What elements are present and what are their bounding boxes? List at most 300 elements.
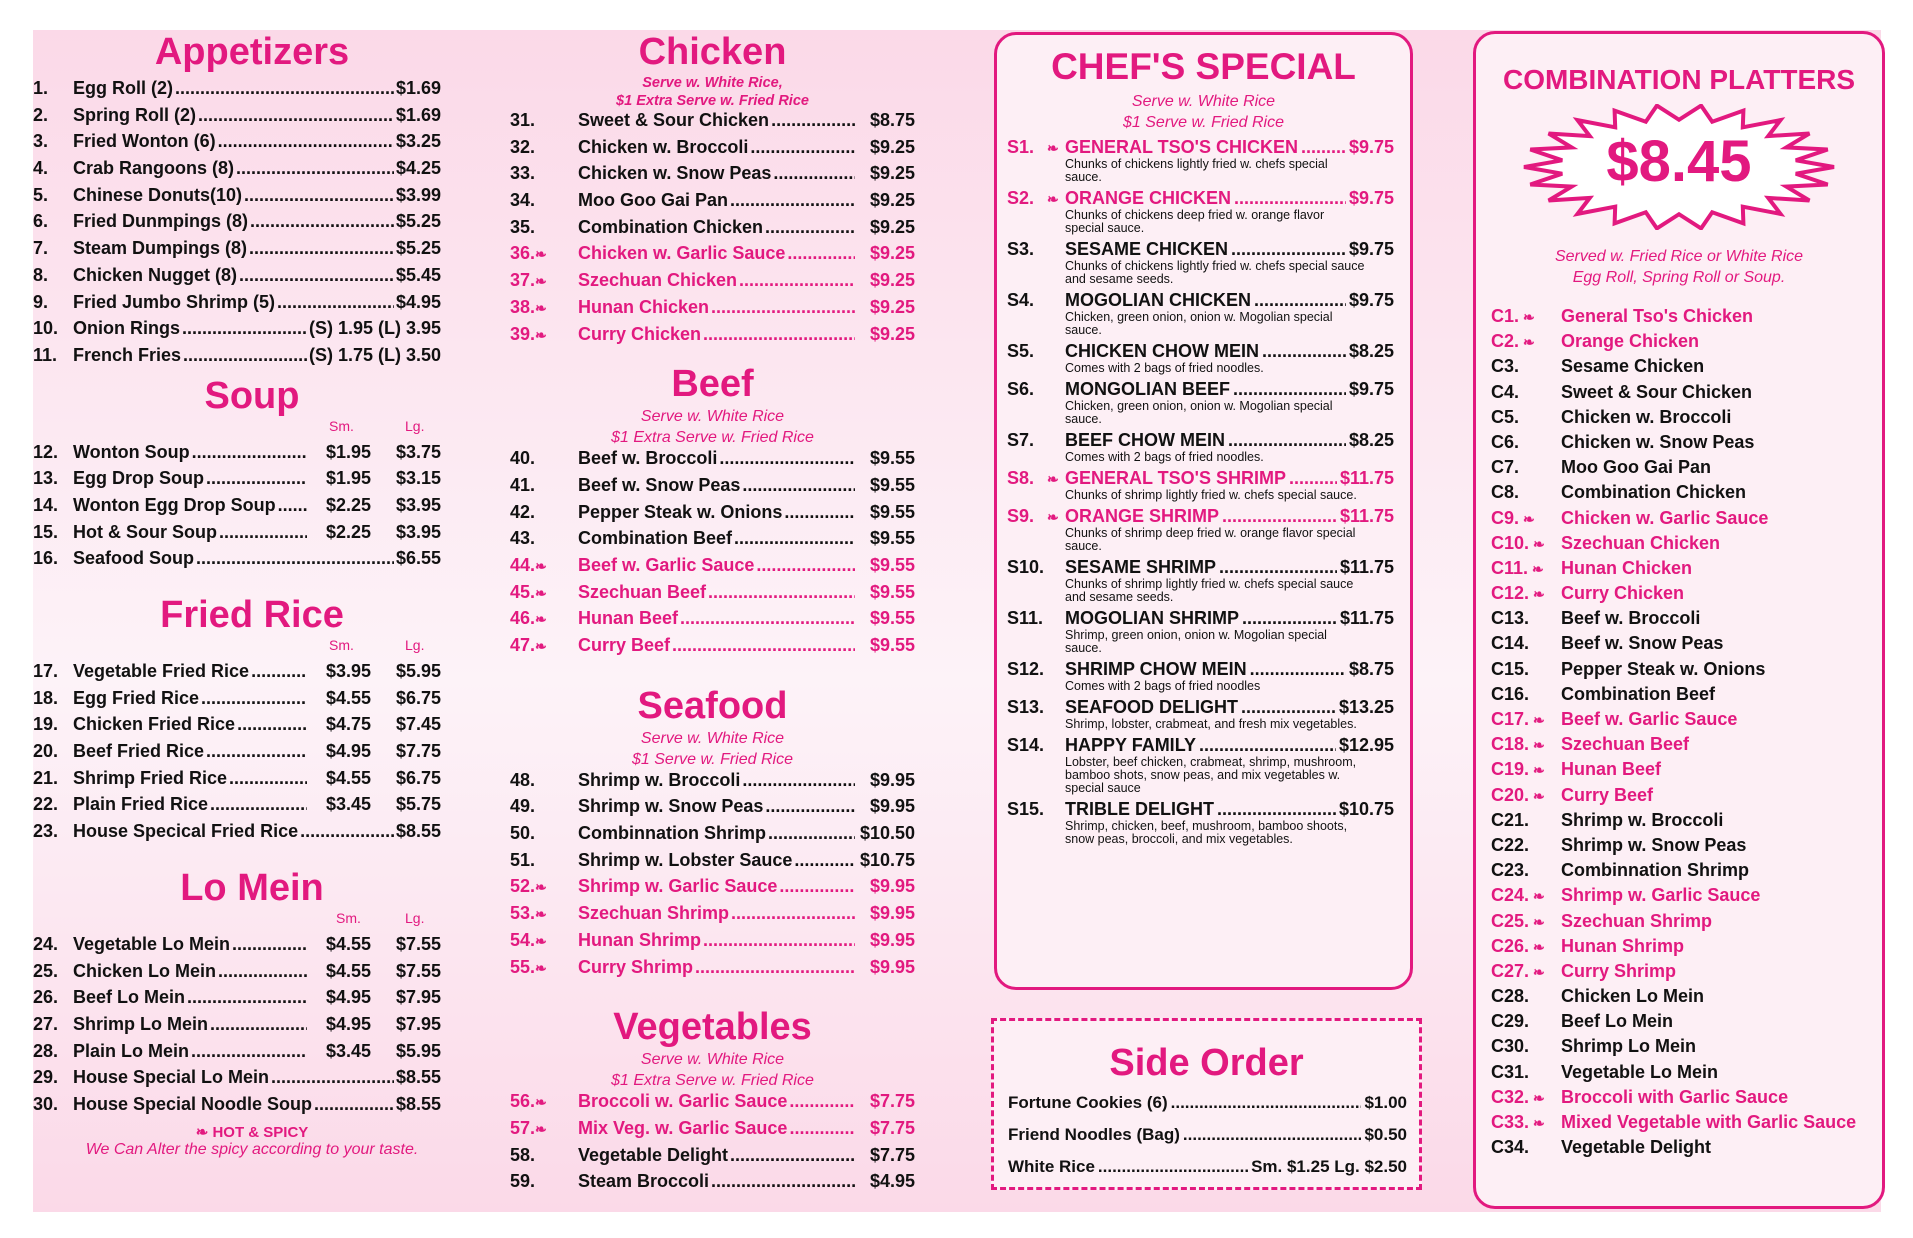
item-price: $1.00 bbox=[1364, 1093, 1407, 1112]
item-number-wrap bbox=[510, 297, 578, 318]
item-number: S9. bbox=[1007, 506, 1035, 526]
item-price: $9.55 bbox=[869, 501, 915, 522]
menu-item bbox=[33, 1094, 441, 1121]
large-label: Lg. bbox=[405, 417, 425, 434]
item-number-wrap bbox=[1491, 759, 1561, 780]
item-number-wrap bbox=[510, 217, 578, 238]
chefs-special-item bbox=[1007, 659, 1394, 693]
item-number-wrap bbox=[1491, 734, 1561, 755]
dot-leader bbox=[218, 961, 307, 982]
item-name: Chicken w. Broccoli bbox=[578, 136, 749, 157]
dot-leader bbox=[789, 1091, 855, 1112]
item-description: Lobster, beef chicken, crabmeat, shrimp, mushroom, bamboo shots, snow peas, and mix vegetables w. special sauce bbox=[1065, 755, 1357, 795]
item-number: 23. bbox=[33, 821, 59, 842]
item-number: C20. bbox=[1491, 784, 1530, 805]
dot-leader bbox=[206, 468, 307, 489]
item-number: C5. bbox=[1491, 406, 1520, 427]
lo-mein-size-header bbox=[33, 910, 441, 930]
item-number: 44. bbox=[510, 554, 536, 575]
item-number: C11. bbox=[1491, 557, 1529, 578]
item-price: $4.95 bbox=[869, 1171, 915, 1192]
item-price: $9.75 bbox=[1348, 188, 1394, 208]
item-name: Shrimp w. Garlic Sauce bbox=[1561, 885, 1761, 906]
item-number: 17. bbox=[33, 661, 59, 681]
item-number-wrap bbox=[1491, 558, 1561, 579]
item-name: Szechuan Chicken bbox=[578, 270, 738, 291]
dot-leader bbox=[183, 345, 307, 366]
item-name: Shrimp w. Broccoli bbox=[578, 769, 741, 790]
item-price: $9.95 bbox=[869, 769, 915, 790]
item-price-large: $7.55 bbox=[395, 933, 441, 954]
item-number: C22. bbox=[1491, 834, 1530, 855]
item-price-large: $7.55 bbox=[395, 960, 441, 981]
item-price-small: (S) 1.75 bbox=[309, 344, 374, 365]
item-number: 9. bbox=[33, 291, 49, 312]
menu-item bbox=[510, 528, 915, 555]
item-price: $1.69 bbox=[395, 104, 441, 125]
item-number-wrap bbox=[510, 555, 578, 576]
dot-leader bbox=[756, 555, 855, 576]
item-number: 45. bbox=[510, 581, 536, 602]
item-number-wrap bbox=[510, 876, 578, 897]
item-name: Broccoli w. Garlic Sauce bbox=[578, 1091, 788, 1112]
dot-leader bbox=[300, 821, 394, 842]
dot-leader bbox=[708, 582, 855, 603]
item-number: 11. bbox=[33, 344, 58, 365]
menu-item bbox=[510, 297, 915, 324]
platter-item bbox=[1491, 432, 1882, 457]
chili-pepper-icon: ❧ bbox=[1533, 712, 1545, 728]
dot-leader bbox=[187, 987, 307, 1008]
platter-item bbox=[1491, 407, 1882, 432]
small-label: Sm. bbox=[336, 909, 361, 926]
item-price-large: $3.95 bbox=[395, 521, 441, 542]
chili-pepper-icon: ❧ bbox=[1533, 762, 1545, 779]
item-description: Chunks of chickens lightly fried w. chefs special sauce and sesame seeds. bbox=[1065, 259, 1365, 286]
item-price: $7.75 bbox=[869, 1117, 915, 1138]
item-number: 31. bbox=[510, 110, 536, 130]
chili-pepper-icon: ❧ bbox=[535, 246, 547, 263]
item-number: 40. bbox=[510, 448, 536, 469]
menu-item bbox=[510, 555, 915, 582]
item-number-wrap bbox=[510, 448, 578, 469]
platter-item bbox=[1491, 1112, 1882, 1137]
item-description: Chicken, green onion, onion w. Mogolian special sauce. bbox=[1065, 399, 1333, 426]
item-number-wrap bbox=[1491, 1036, 1561, 1057]
platter-item bbox=[1491, 734, 1882, 759]
item-number: C24. bbox=[1491, 885, 1530, 906]
item-name: Sesame Chicken bbox=[1561, 356, 1705, 377]
item-number-wrap bbox=[510, 903, 578, 924]
seafood-list bbox=[510, 770, 915, 984]
item-price-small: $4.55 bbox=[325, 767, 371, 788]
platter-item bbox=[1491, 936, 1882, 961]
chefs-special-row bbox=[1007, 697, 1394, 718]
menu-item bbox=[510, 190, 915, 217]
chefs-special-row bbox=[1007, 799, 1394, 820]
chefs-special-item bbox=[1007, 608, 1394, 655]
item-name: Beef w. Broccoli bbox=[1561, 608, 1701, 629]
large-label: Lg. bbox=[405, 909, 425, 926]
menu-item bbox=[510, 137, 915, 164]
combination-platters-box bbox=[1473, 31, 1885, 1209]
item-name: Fried Wonton (6) bbox=[73, 131, 216, 152]
chefs-special-list bbox=[997, 133, 1410, 846]
item-price: $8.25 bbox=[1348, 430, 1394, 450]
chili-pepper-icon: ❧ bbox=[535, 1120, 547, 1137]
item-number-wrap bbox=[510, 528, 578, 549]
item-number: 49. bbox=[510, 796, 536, 817]
item-name: MOGOLIAN SHRIMP bbox=[1065, 608, 1239, 628]
item-number-wrap bbox=[510, 243, 578, 264]
chefs-special-item bbox=[1007, 239, 1394, 286]
dot-leader bbox=[277, 292, 394, 313]
menu-item bbox=[33, 495, 441, 522]
dot-leader bbox=[1241, 697, 1336, 718]
lo-mein-title: Lo Mein bbox=[180, 866, 324, 909]
item-number: 43. bbox=[510, 528, 536, 549]
item-number-wrap bbox=[1491, 508, 1561, 529]
chili-pepper-icon: ❧ bbox=[535, 1094, 547, 1111]
dot-leader bbox=[250, 211, 394, 232]
menu-item bbox=[33, 522, 441, 549]
item-number-wrap bbox=[510, 475, 578, 496]
item-price: $5.45 bbox=[395, 264, 441, 285]
item-number-wrap bbox=[1007, 557, 1065, 578]
chicken-list bbox=[510, 110, 915, 350]
item-name: Chicken w. Snow Peas bbox=[578, 163, 772, 184]
menu-item bbox=[33, 318, 441, 345]
dot-leader bbox=[703, 324, 855, 345]
item-name: Vegetable Fried Rice bbox=[73, 661, 250, 681]
menu-item bbox=[510, 582, 915, 609]
item-name: Broccoli with Garlic Sauce bbox=[1561, 1086, 1789, 1107]
item-name: SHRIMP CHOW MEIN bbox=[1065, 659, 1247, 679]
item-price-large: (L) 3.50 bbox=[377, 344, 441, 365]
chefs-special-row bbox=[1007, 239, 1394, 260]
soup-list bbox=[33, 442, 441, 575]
dot-leader bbox=[734, 528, 855, 549]
item-price-large: $7.95 bbox=[395, 1013, 441, 1034]
item-number-wrap bbox=[1491, 885, 1561, 906]
item-name: Combination Chicken bbox=[578, 216, 764, 237]
side-order-item bbox=[1008, 1125, 1407, 1157]
item-number: C25. bbox=[1491, 910, 1530, 931]
item-number-wrap bbox=[510, 850, 578, 871]
item-description: Chunks of chickens lightly fried w. chefs special sauce. bbox=[1065, 157, 1328, 184]
platter-item bbox=[1491, 1011, 1882, 1036]
item-price: $8.55 bbox=[395, 1093, 441, 1114]
item-number: C14. bbox=[1491, 633, 1530, 654]
chefs-special-subtitle-1: Serve w. White Rice bbox=[1131, 93, 1276, 110]
chefs-special-row bbox=[1007, 468, 1394, 489]
item-name: Szechuan Shrimp bbox=[578, 903, 730, 924]
item-number: 55. bbox=[510, 956, 536, 977]
item-number-wrap bbox=[1491, 306, 1561, 327]
item-name: Steam Dumpings (8) bbox=[73, 238, 248, 259]
small-label: Sm. bbox=[329, 417, 354, 434]
chefs-special-row bbox=[1007, 290, 1394, 311]
item-price: $9.95 bbox=[869, 796, 915, 817]
item-name: Beef Lo Mein bbox=[1561, 1011, 1674, 1032]
menu-item bbox=[510, 502, 915, 529]
small-label: Sm. bbox=[329, 637, 354, 653]
chili-pepper-icon: ❧ bbox=[1047, 471, 1059, 487]
beef-list bbox=[510, 448, 915, 662]
dot-leader bbox=[218, 131, 394, 152]
item-number: 30. bbox=[33, 1093, 59, 1114]
chefs-special-item bbox=[1007, 735, 1394, 795]
item-price: $8.75 bbox=[1348, 659, 1394, 679]
item-name: Chicken Lo Mein bbox=[1561, 986, 1705, 1007]
item-number-wrap bbox=[1491, 457, 1561, 478]
dot-leader bbox=[742, 475, 855, 496]
platter-item bbox=[1491, 306, 1882, 331]
item-number-wrap bbox=[1007, 799, 1065, 820]
item-name: Sweet & Sour Chicken bbox=[578, 110, 770, 130]
vegetables-subtitle-2: $1 Extra Serve w. Fried Rice bbox=[611, 1072, 814, 1090]
item-number-wrap bbox=[1491, 1011, 1561, 1032]
dot-leader bbox=[794, 850, 855, 871]
item-number: 53. bbox=[510, 903, 536, 924]
item-name: Friend Noodles (Bag) bbox=[1008, 1125, 1180, 1144]
item-name: SESAME CHICKEN bbox=[1065, 239, 1229, 259]
item-number: 35. bbox=[510, 216, 536, 237]
item-number: C16. bbox=[1491, 683, 1530, 704]
item-number: 36. bbox=[510, 243, 536, 264]
chili-pepper-icon: ❧ bbox=[1523, 309, 1535, 325]
menu-item bbox=[510, 876, 915, 903]
item-number-wrap bbox=[1491, 659, 1561, 680]
dot-leader bbox=[789, 1118, 855, 1139]
item-number: C4. bbox=[1491, 381, 1520, 402]
item-name: Egg Fried Rice bbox=[73, 687, 200, 708]
item-number-wrap bbox=[1491, 961, 1561, 982]
item-number: 58. bbox=[510, 1144, 536, 1165]
item-name: ORANGE CHICKEN bbox=[1065, 188, 1232, 208]
dot-leader bbox=[771, 110, 855, 131]
item-description: Shrimp, chicken, beef, mushroom, bamboo shoots, snow peas, broccoli, and mix vegetables. bbox=[1065, 819, 1348, 846]
item-number: 8. bbox=[33, 264, 49, 285]
combination-platters-title: COMBINATION PLATTERS bbox=[1502, 64, 1856, 95]
chili-pepper-icon: ❧ bbox=[1533, 535, 1545, 552]
item-number: C7. bbox=[1491, 457, 1520, 478]
item-price: $8.75 bbox=[869, 110, 915, 130]
dot-leader bbox=[198, 105, 394, 126]
menu-item bbox=[33, 158, 441, 185]
item-name: Szechuan Chicken bbox=[1561, 532, 1721, 553]
item-price: $9.55 bbox=[869, 448, 915, 469]
item-name: Chicken w. Broccoli bbox=[1561, 406, 1732, 427]
platter-item bbox=[1491, 558, 1882, 583]
chicken-subtitle-2: $1 Extra Serve w. Fried Rice bbox=[616, 93, 809, 109]
item-number: 33. bbox=[510, 163, 536, 184]
seafood-title: Seafood bbox=[637, 684, 788, 727]
item-name: Hunan Beef bbox=[578, 608, 679, 629]
item-number-wrap bbox=[1491, 684, 1561, 705]
chefs-special-item bbox=[1007, 799, 1394, 846]
item-number: 26. bbox=[33, 987, 59, 1008]
menu-item bbox=[33, 468, 441, 495]
item-number: 18. bbox=[33, 687, 59, 708]
item-number: S7. bbox=[1007, 430, 1035, 450]
side-order-title: Side Order bbox=[1109, 1042, 1304, 1084]
soup-title: Soup bbox=[204, 374, 300, 417]
dot-leader bbox=[672, 635, 855, 656]
item-price: $9.55 bbox=[869, 581, 915, 602]
item-number-wrap bbox=[510, 502, 578, 523]
chili-pepper-icon: ❧ bbox=[535, 879, 547, 896]
chefs-special-item bbox=[1007, 506, 1394, 553]
item-name: ORANGE SHRIMP bbox=[1065, 506, 1220, 526]
item-number: C29. bbox=[1491, 1011, 1530, 1032]
platter-subtitle-1: Served w. Fried Rice or White Rice bbox=[1554, 248, 1804, 265]
item-price: $9.75 bbox=[1348, 239, 1394, 259]
item-price: $9.55 bbox=[869, 528, 915, 549]
menu-item bbox=[510, 850, 915, 877]
item-name: GENERAL TSO'S SHRIMP bbox=[1065, 468, 1286, 488]
item-name: Egg Roll (2) bbox=[73, 78, 173, 98]
item-name: Beef w. Snow Peas bbox=[1561, 633, 1724, 654]
item-name: Hot & Sour Soup bbox=[73, 521, 217, 542]
fried-rice-size-header bbox=[33, 637, 441, 657]
item-name: Szechuan Shrimp bbox=[1561, 910, 1713, 931]
item-number: S2. bbox=[1007, 188, 1035, 208]
item-number-wrap bbox=[510, 1171, 578, 1192]
item-number: C26. bbox=[1491, 935, 1530, 956]
item-number: C18. bbox=[1491, 734, 1530, 755]
item-number-wrap bbox=[1007, 735, 1065, 756]
item-name: Beef w. Garlic Sauce bbox=[578, 554, 755, 575]
menu-item bbox=[510, 957, 915, 984]
platter-item bbox=[1491, 356, 1882, 381]
item-number: C23. bbox=[1491, 860, 1530, 881]
item-number: 32. bbox=[510, 136, 536, 157]
item-price-large: $3.15 bbox=[395, 468, 441, 489]
dot-leader bbox=[1171, 1093, 1362, 1113]
item-number: 34. bbox=[510, 190, 536, 211]
item-number: C2. bbox=[1491, 331, 1520, 352]
menu-item bbox=[33, 131, 441, 158]
item-number: C30. bbox=[1491, 1036, 1530, 1057]
item-name: Szechuan Beef bbox=[1561, 734, 1690, 755]
item-name: Shrimp Fried Rice bbox=[73, 767, 228, 788]
menu-item bbox=[33, 265, 441, 292]
chefs-special-row bbox=[1007, 659, 1394, 680]
item-name: Crab Rangoons (8) bbox=[73, 158, 235, 179]
chefs-special-row bbox=[1007, 188, 1394, 209]
item-price: $5.25 bbox=[395, 211, 441, 232]
item-name: Orange Chicken bbox=[1561, 331, 1700, 352]
item-number-wrap bbox=[1007, 506, 1047, 527]
menu-item bbox=[510, 608, 915, 635]
item-number-wrap bbox=[1007, 137, 1047, 158]
item-price: $9.55 bbox=[869, 474, 915, 495]
fried-rice-list bbox=[33, 661, 441, 848]
item-number-wrap bbox=[1007, 430, 1065, 451]
dot-leader bbox=[703, 930, 855, 951]
item-number-wrap bbox=[1007, 608, 1065, 629]
dot-leader bbox=[1222, 506, 1337, 527]
platter-item bbox=[1491, 608, 1882, 633]
side-order-box bbox=[991, 1018, 1422, 1190]
item-number: C34. bbox=[1491, 1137, 1530, 1158]
chili-pepper-icon: ❧ bbox=[535, 959, 547, 976]
item-name: Wonton Soup bbox=[73, 441, 190, 462]
dot-leader bbox=[731, 903, 855, 924]
item-number: C32. bbox=[1491, 1086, 1530, 1107]
item-price-small: $4.55 bbox=[325, 960, 371, 981]
chili-pepper-icon: ❧ bbox=[1533, 1115, 1545, 1131]
item-number-wrap bbox=[510, 608, 578, 629]
chefs-special-row bbox=[1007, 608, 1394, 629]
platter-item bbox=[1491, 1062, 1882, 1087]
seafood-subtitle-1: Serve w. White Rice bbox=[640, 729, 785, 747]
dot-leader bbox=[695, 957, 855, 978]
dot-leader bbox=[314, 1094, 394, 1115]
item-price-small: $4.95 bbox=[325, 1013, 371, 1034]
item-price-large: $6.75 bbox=[395, 687, 441, 708]
menu-item bbox=[510, 1118, 915, 1145]
dot-leader bbox=[730, 1145, 855, 1166]
item-price-large: $7.95 bbox=[395, 987, 441, 1008]
chili-pepper-icon: ❧ bbox=[535, 932, 547, 949]
chili-pepper-icon: ❧ bbox=[1533, 938, 1545, 955]
item-number-wrap bbox=[1007, 659, 1065, 680]
item-number-wrap bbox=[510, 1091, 578, 1112]
item-number: 2. bbox=[33, 104, 49, 125]
item-name: Shrimp Lo Mein bbox=[1561, 1036, 1696, 1057]
chefs-special-item bbox=[1007, 137, 1394, 184]
item-number-wrap bbox=[1491, 482, 1561, 503]
item-number: 29. bbox=[33, 1067, 59, 1088]
item-number: S10. bbox=[1007, 557, 1045, 577]
chili-pepper-icon: ❧ bbox=[1533, 787, 1545, 804]
item-number-wrap bbox=[1491, 911, 1561, 932]
item-number-wrap bbox=[1491, 785, 1561, 806]
item-number: C13. bbox=[1491, 608, 1530, 629]
item-number: S1. bbox=[1007, 137, 1035, 157]
dot-leader bbox=[680, 608, 855, 629]
item-number-wrap bbox=[510, 110, 578, 131]
chefs-special-row bbox=[1007, 557, 1394, 578]
item-number: 37. bbox=[510, 270, 536, 291]
platter-item bbox=[1491, 961, 1882, 986]
item-price: $5.25 bbox=[395, 238, 441, 259]
item-number: 19. bbox=[33, 714, 59, 735]
item-price: $9.95 bbox=[869, 876, 915, 897]
menu-item bbox=[33, 292, 441, 319]
chicken-subtitle-1: Serve w. White Rice, bbox=[642, 75, 783, 91]
item-number: 52. bbox=[510, 876, 536, 897]
chili-pepper-icon: ❧ bbox=[1523, 510, 1535, 527]
item-number: 50. bbox=[510, 823, 536, 844]
item-number: S15. bbox=[1007, 799, 1045, 819]
menu-item bbox=[510, 270, 915, 297]
platter-item bbox=[1491, 1087, 1882, 1112]
menu-item bbox=[510, 930, 915, 957]
chili-pepper-icon: ❧ bbox=[535, 326, 547, 343]
dot-leader bbox=[730, 190, 855, 211]
item-number: 51. bbox=[510, 849, 536, 870]
item-name: TRIBLE DELIGHT bbox=[1065, 799, 1214, 819]
item-name: MONGOLIAN BEEF bbox=[1065, 379, 1230, 399]
hot-spicy-label: HOT & SPICY bbox=[212, 1123, 309, 1141]
item-number: S5. bbox=[1007, 341, 1035, 361]
item-name: Pepper Steak w. Onions bbox=[578, 501, 783, 522]
appetizers-title: Appetizers bbox=[154, 31, 350, 73]
item-number: 22. bbox=[33, 794, 59, 815]
